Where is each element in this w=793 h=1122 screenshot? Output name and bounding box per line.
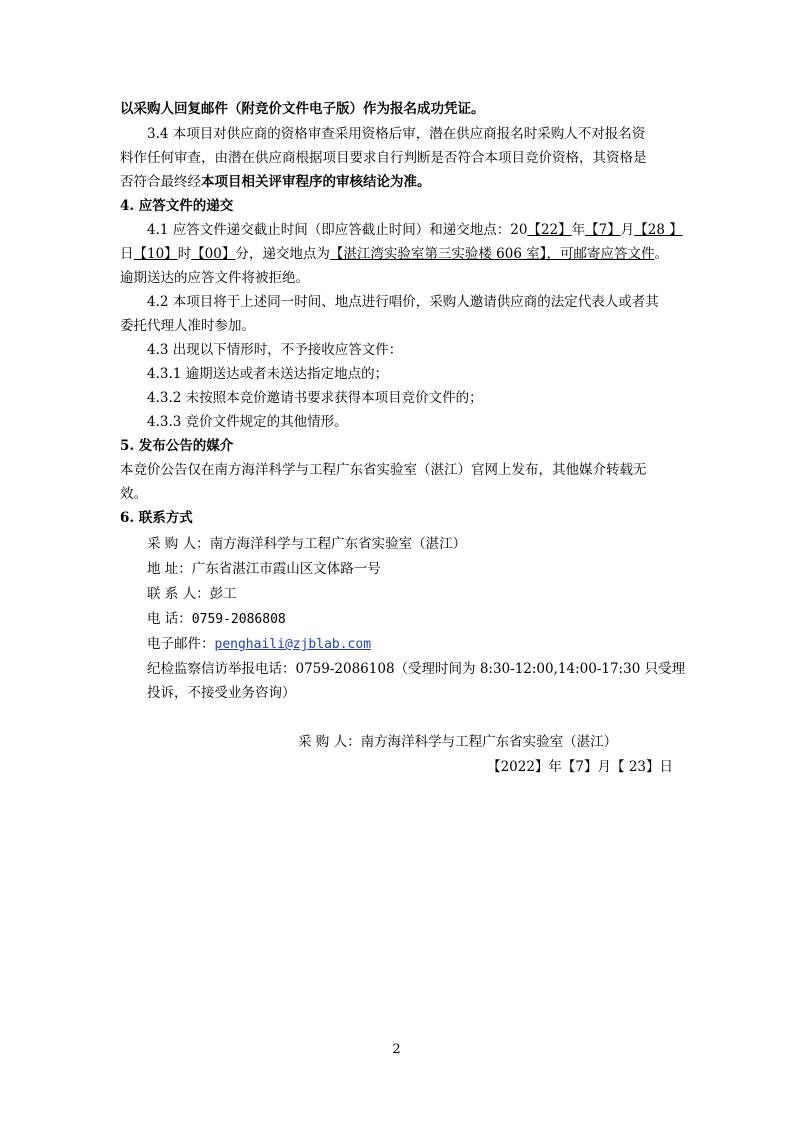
delivery-place-label: 分，递交地点为 [235, 246, 330, 262]
clause-3-4-line-3-start: 否符合最终经 [120, 174, 201, 190]
deadline-month-unit: 月 [620, 222, 635, 238]
page-number: 2 [392, 1042, 401, 1057]
deadline-month: 【7】 [585, 222, 621, 238]
clause-4-3: 4.3 出现以下情形时，不予接收应答文件： [147, 342, 403, 358]
section-5-heading: 5. 发布公告的媒介 [120, 438, 234, 454]
clause-4-3-1: 4.3.1 逾期送达或者未送达指定地点的； [147, 366, 389, 382]
clause-3-4-line-2: 料作任何审查，由潜在供应商根据项目要求自行判断是否符合本项目竞价资格，其资格是 [120, 150, 647, 166]
deadline-hour-unit: 时 [177, 246, 192, 262]
clause-4-3-2: 4.3.2 未按照本竞价邀请书要求获得本项目竞价文件的； [147, 390, 483, 406]
report-line-2: 投诉，不接受业务咨询） [147, 685, 296, 701]
contact-email-link[interactable]: penghaili@zjblab.com [214, 637, 372, 652]
clause-4-1-line-2 [120, 245, 668, 263]
deadline-day-unit: 日 [120, 246, 134, 262]
contact-email [147, 635, 371, 654]
clause-3-4-line-3 [120, 173, 431, 191]
contact-buyer-value: 南方海洋科学与工程广东省实验室（湛江） [209, 536, 467, 552]
clause-3-4-line-1: 3.4 本项目对供应商的资格审查采用资格后审，潜在供应商报名时采购人不对报名资 [147, 126, 646, 142]
section-4-heading: 4. 应答文件的递交 [120, 198, 234, 214]
signature-buyer [298, 733, 617, 751]
clause-4-1-deadline-text: 4.1 应答文件递交截止时间（即应答截止时间）和递交地点：20 [147, 222, 528, 238]
signature-buyer-value: 南方海洋科学与工程广东省实验室（湛江） [360, 734, 618, 750]
section-5-line-2: 效。 [120, 486, 147, 502]
report-line-1: 纪检监察信访举报电话：0759-2086108（受理时间为 8:30-12:00,14:00-17:30 只受理 [147, 661, 686, 677]
clause-4-3-3: 4.3.3 竞价文件规定的其他情形。 [147, 414, 348, 430]
contact-person-value: 彭工 [209, 586, 237, 602]
contact-address [147, 560, 381, 578]
delivery-place: 【湛江湾实验室第三实验楼 606 室】，可邮寄应答文件 [329, 246, 655, 262]
contact-person [147, 585, 237, 603]
clause-4-1-line-1 [147, 221, 683, 239]
contact-phone-value: 0759-2086808 [191, 612, 286, 627]
deadline-minute: 【00】 [191, 246, 236, 262]
contact-phone-label: 电 话： [147, 611, 192, 627]
section-6-heading: 6. 联系方式 [120, 510, 193, 526]
signature-date: 【2022】年【7】月【 23】日 [487, 759, 673, 775]
clause-4-2-line-2: 委托代理人准时参加。 [120, 318, 255, 334]
clause-3-4-line-3-bold: 本项目相关评审程序的审核结论为准。 [201, 174, 431, 190]
signature-buyer-label: 采 购 人： [298, 734, 361, 750]
contact-email-label: 电子邮件： [147, 636, 215, 652]
deadline-day: 【28 】 [634, 222, 683, 238]
deadline-hour: 【10】 [133, 246, 178, 262]
contact-address-value: 广东省湛江市霞山区文体路一号 [191, 561, 381, 577]
contact-address-label: 地 址： [147, 561, 192, 577]
clause-4-1-line-2-end: 。 [654, 246, 668, 262]
deadline-year: 【22】 [527, 222, 572, 238]
registration-proof-text: 以采购人回复邮件（附竞价文件电子版）作为报名成功凭证。 [120, 101, 485, 117]
section-5-line-1: 本竞价公告仅在南方海洋科学与工程广东省实验室（湛江）官网上发布，其他媒介转载无 [120, 462, 647, 478]
contact-buyer [147, 535, 466, 553]
clause-4-2-line-1: 4.2 本项目将于上述同一时间、地点进行唱价，采购人邀请供应商的法定代表人或者其 [147, 294, 659, 310]
deadline-year-unit: 年 [571, 222, 586, 238]
contact-phone [147, 610, 286, 629]
clause-4-1-line-3: 逾期送达的应答文件将被拒绝。 [120, 270, 309, 286]
contact-person-label: 联 系 人： [147, 586, 210, 602]
contact-buyer-label: 采 购 人： [147, 536, 210, 552]
